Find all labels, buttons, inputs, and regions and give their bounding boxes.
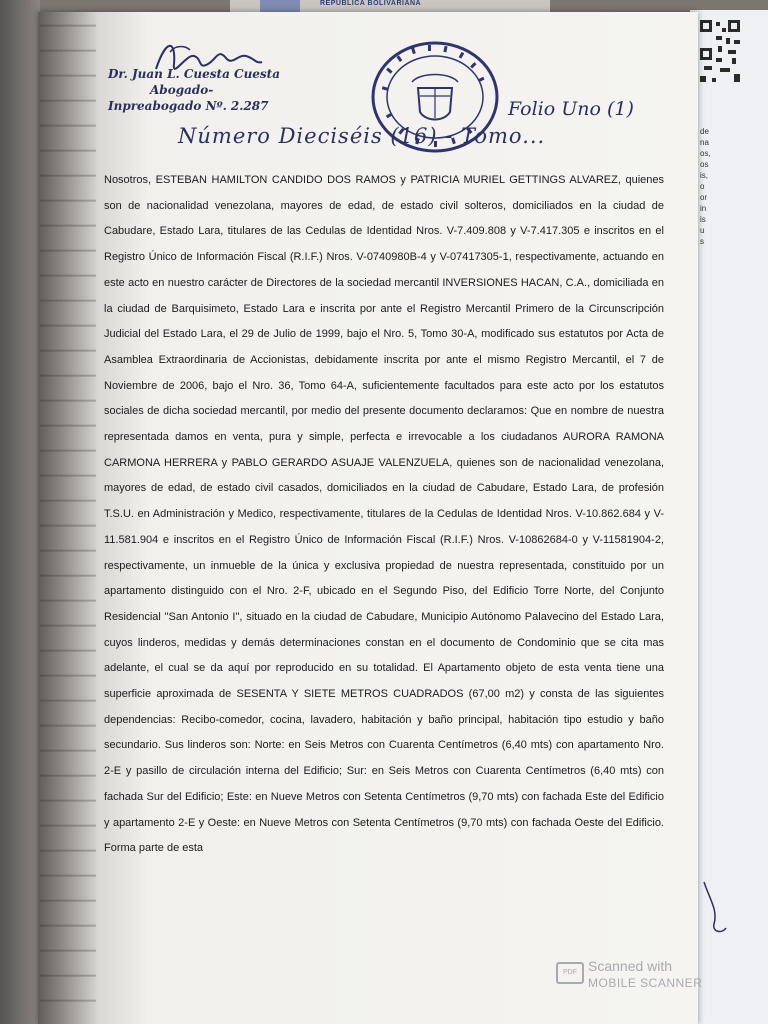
handwritten-document-number: Número Dieciséis (16) - Tomo... [178,124,546,148]
margin-signature-mark [700,880,730,940]
handwritten-folio-number: Folio Uno (1) [508,98,634,120]
underlying-page [0,0,40,1024]
back-page-fragment: is [700,215,706,224]
back-page-text [700,126,720,247]
qr-code-icon [698,18,742,88]
back-page-fragment: os [700,160,709,169]
lawyer-registration: Inpreabogado Nº. 2.287 [108,99,269,113]
back-page-fragment: o [700,182,705,191]
back-page-fragment: s [700,237,704,246]
back-page-fragment: or [700,193,708,202]
strip-header-text: REPUBLICA BOLIVARIANA [320,0,422,7]
back-page-fragment: na [700,138,709,147]
lawyer-name: Dr. Juan L. Cuesta Cuesta [108,67,281,81]
lawyer-title: Abogado- [150,83,214,97]
scanner-watermark [556,958,716,998]
page-binding-edge [40,12,96,1024]
lawyer-letterhead [108,66,308,114]
back-page-fragment: de [700,127,709,136]
document-body [104,168,664,862]
watermark-line-2: MOBILE SCANNER [588,976,703,990]
body-paragraph: Nosotros, ESTEBAN HAMILTON CANDIDO DOS RAMOS y PATRICIA MURIEL GETTINGS ALVAREZ, quienes son de nacionalidad venezolana, mayores de edad, de estado civil solteros, domiciliados en la ciudad de Cabudare, Estado Lara, titulares de las Cedulas de Identidad Nros. V-7.409.808 y V-7.417.305 e inscritos en el Registro Único de Información Fiscal (R.I.F.) Nros. V-0740980B-4 y V-07417305-1, respectivamente, actuando en este acto en nuestro carácter de Directores de la sociedad mercantil INVERSIONES HACAN, C.A., domiciliada en la ciudad de Barquisimeto, Estado Lara e inscrita por ante el Registro Mercantil Primero de la Circunscripción Judicial del Estado Lara, el 29 de Julio de 1999, bajo el Nro. 5, Tomo 30-A, modificado sus estatutos por Acta de Asamblea Extraordinaria de Accionistas, debidamente inscrita por ante el mismo Registro Mercantil, el 7 de Noviembre de 2006, bajo el Nro. 36, Tomo 64-A, suficientemente facultados para este acto por los estatutos sociales de dicha sociedad mercantil, por medio del presente documento declaramos: Que en nombre de nuestra representada damos en venta, pura y simple, perfecta e irrevocable a los ciudadanos AURORA RAMONA CARMONA HERRERA y PABLO GERARDO ASUAJE VALENZUELA, quienes son de nacionalidad venezolana, mayores de edad, de estado civil casados, domiciliados en la ciudad de Cabudare, Estado Lara, de profesión T.S.U. en Administración y Medico, respectivamente, titulares de la Cedulas de Identidad Nros. V-10.862.684 y V-11.581.904 e inscritos en el Registro Único de Información Fiscal (R.I.F.) Nros. V-10862684-0 y V-11581904-2, respectivamente, un inmueble de la única y exclusiva propiedad de nuestra representada, constituido por un apartamento distinguido con el Nro. 2-F, ubicado en el Segundo Piso, del Edificio Torre Norte, del Conjunto Residencial "San Antonio I", situado en la ciudad de Cabudare, Municipio Autónomo Palavecino del Estado Lara, cuyos linderos, medidas y demás determinaciones constan en el documento de Condominio que se cita mas adelante, el cual se da aquí por reproducido en su totalidad. El Apartamento objeto de esta venta tiene una superficie aproximada de SESENTA Y SIETE METROS CUADRADOS (67,00 m2) y consta de las siguientes dependencias: Recibo-comedor, cocina, lavadero, habitación y baño principal, habitación tipo estudio y baño secundario. Sus linderos son: Norte: en Seis Metros con Cuarenta Centímetros (6,40 mts) con apartamento Nro. 2-E y pasillo de circulación interna del Edificio; Sur: en Seis Metros con Cuarenta Centímetros (6,40 mts) con fachada Sur del Edificio; Este: en Nueve Metros con Setenta Centímetros (9,70 mts) con fachada Este del Edificio y apartamento 2-E y Oeste: en Nueve Metros con Setenta Centímetros (9,70 mts) con fachada Oeste del Edificio. Forma parte de esta [104,174,664,855]
back-page-fragment: in [700,204,707,213]
back-page-fragment: is, [700,171,708,180]
back-page-fragment: os, [700,149,711,158]
back-page-fragment: u [700,226,705,235]
watermark-line-1: Scanned with [588,958,673,974]
scanner-logo-icon: PDF [556,962,584,984]
